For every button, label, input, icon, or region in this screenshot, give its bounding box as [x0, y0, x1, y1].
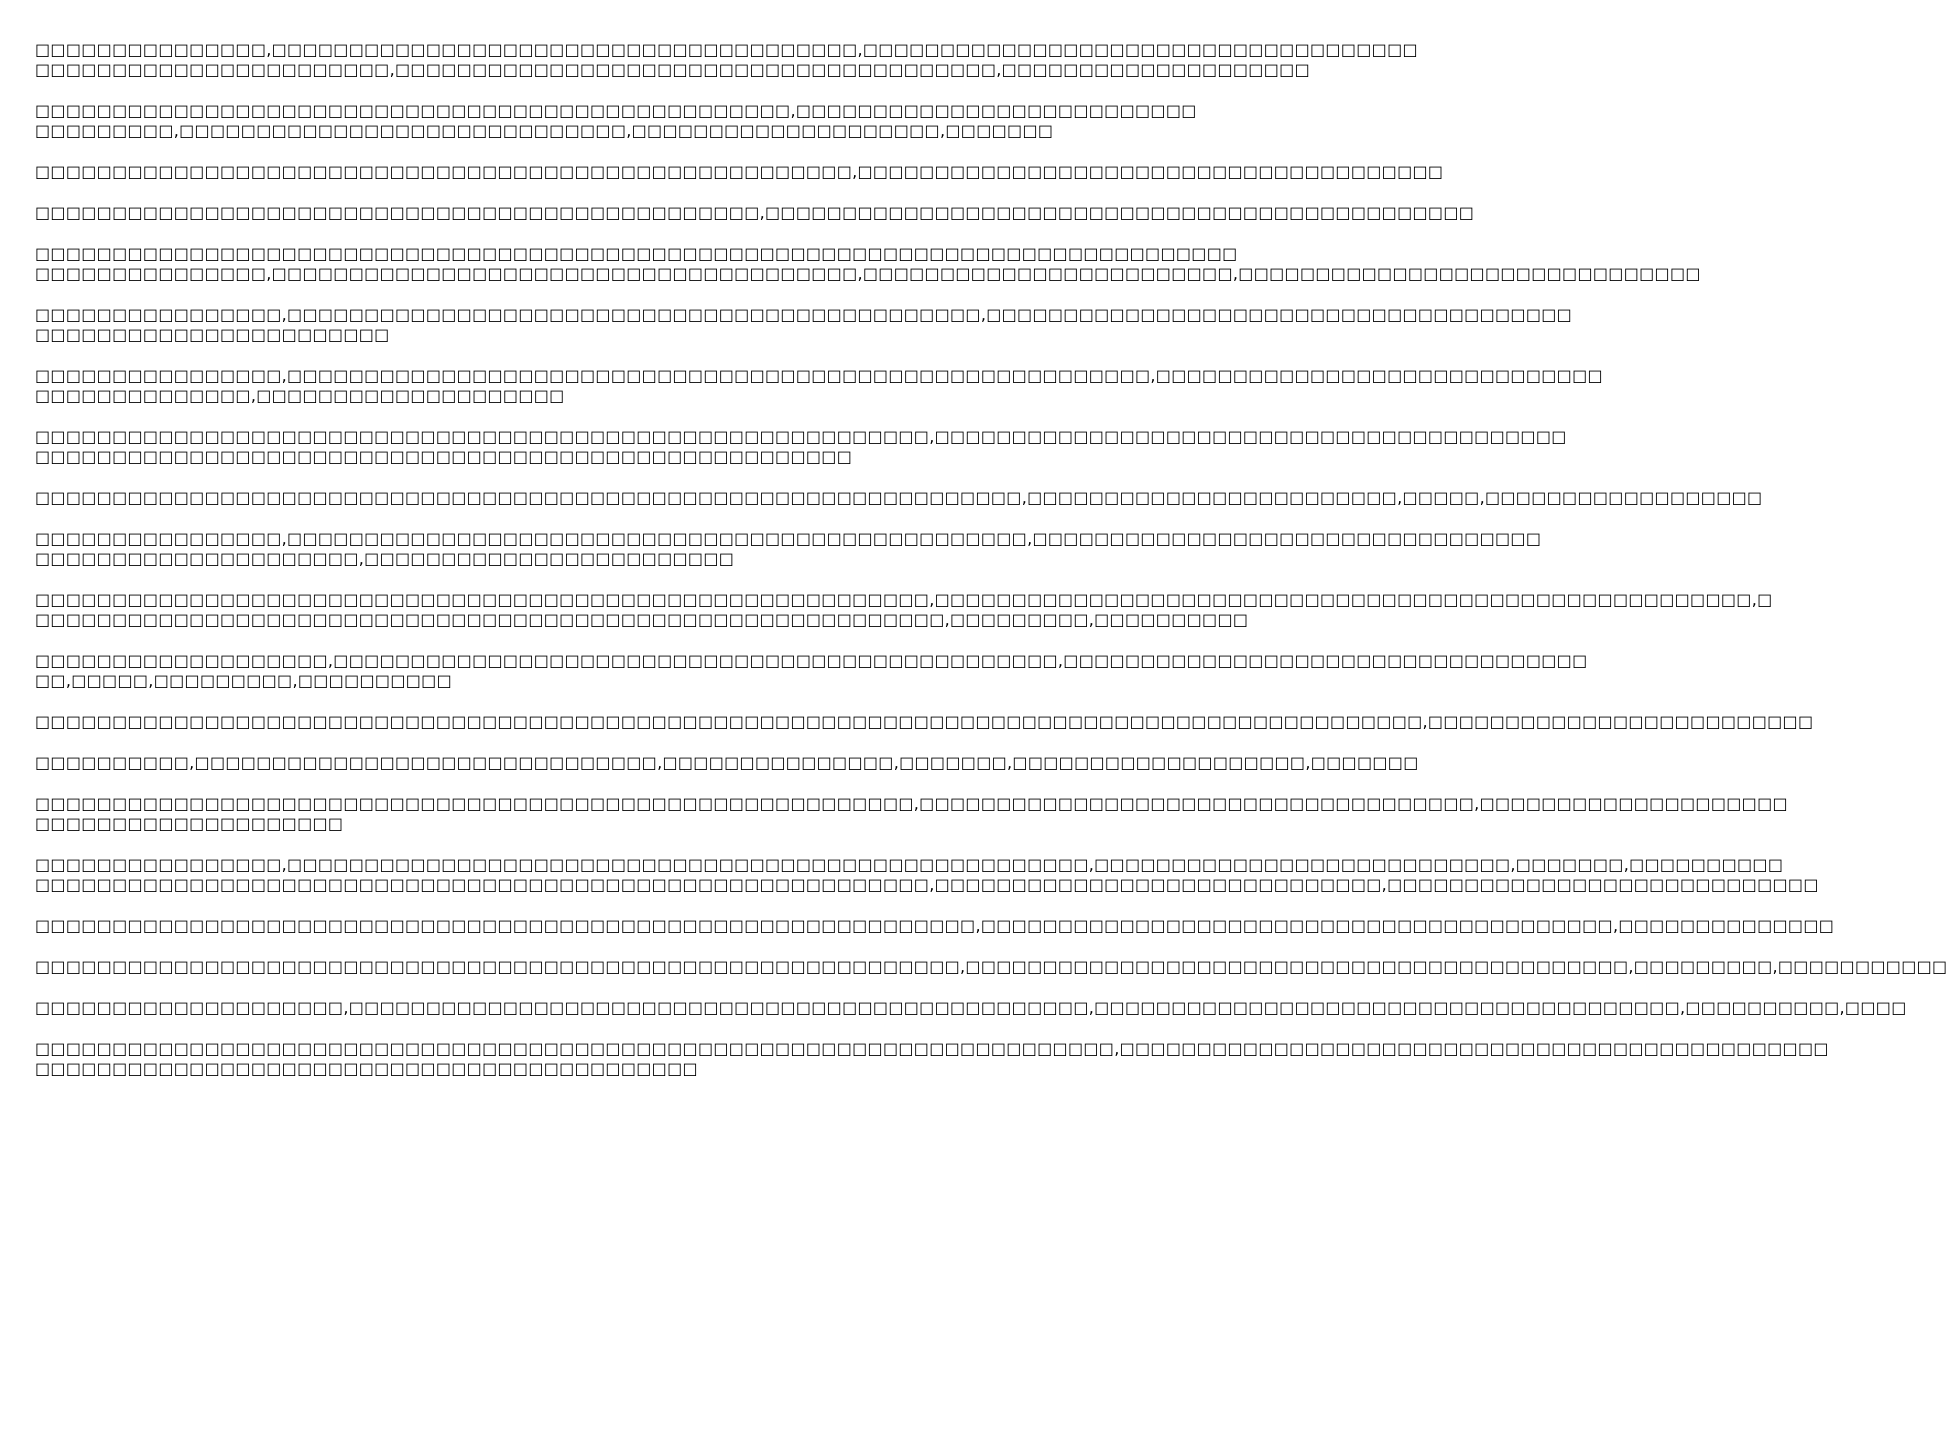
paragraph: [35, 957, 1947, 977]
paragraph: [35, 712, 1814, 732]
paragraph: [35, 305, 1573, 345]
text-line: □□□□□□□□□□□□□□,□□□□□□□□□□□□□□□□□□□□: [35, 386, 565, 405]
text-line: □□□□□□□□□□□□□□□,□□□□□□□□□□□□□□□□□□□□□□□□□□□□□□□□□□□□□□,□□□□□□□□□□□□□□□□□□□□□□□□,□□□□□□□□□□□□□□□□□□□□□□□□□□□□□□: [35, 264, 1701, 283]
paragraph: [35, 590, 1773, 630]
text-line: □□□□□□□□□□□□□□□□,□□□□□□□□□□□□□□□□□□□□□□□□□□□□□□□□□□□□□□□□□□□□□□□□□□□□□□□□,□□□□□□□□□□□□□□□□□□□□□□□□□□□□□: [35, 366, 1603, 385]
paragraph: [35, 651, 1588, 691]
paragraph: [35, 40, 1418, 80]
paragraph: [35, 998, 1907, 1018]
paragraph: [35, 162, 1444, 182]
text-line: □□□□□□□□□□□□□□□□□□□□□□□□□□□□□□□□□□□□□□□□□□□□□□□,□□□□□□□□□□□□□□□□□□□□□□□□□□□□□□□□□□□□□□□□□□□□□□: [35, 203, 1475, 222]
document-body: [35, 40, 1947, 1100]
text-line: □□□□□□□□□□□□□□□□,□□□□□□□□□□□□□□□□□□□□□□□□□□□□□□□□□□□□□□□□□□□□□,□□□□□□□□□□□□□□□□□□□□□□□□□□□□□□□□□□□□□□: [35, 305, 1573, 324]
text-line: □□□□□□□□□□□□□□□□□□□□□□□□□□□□□□□□□□□□□□□□□□□□□□□□□□□□□□□□□□□□,□□□□□□□□□□□□□□□□□□□□□□□□□□□□□□□□□□□□□□□□□□□,□□□□□□□□□,□□□□□□□□□□□: [35, 957, 1947, 976]
text-line: □□□□□□□□□□□□□□□□□□□□□□□□□□□□□□□□□□□□□□□□□□□□□□□□□□□□□□□□□□□□□□□□□□□□□□,□□□□□□□□□□□□□□□□□□□□□□□□□□□□□□□□□□□□□□□□□□□□□□: [35, 1039, 1829, 1058]
text-line: □□□□□□□□□□□□□□□□□□□□□□□□□□□□□□□□□□□□□□□□□□□□□□□□□□□□□□□□□,□□□□□□□□□□□□□□□□□□□□□□□□□□□□□□□□□□□□,□□□□□□□□□□□□□□□□□□□□: [35, 794, 1788, 813]
text-line: □□□□□□□□□□□□□□□□□□□□□,□□□□□□□□□□□□□□□□□□□□□□□□: [35, 549, 735, 568]
paragraph: [35, 529, 1542, 569]
paragraph: [35, 855, 1819, 895]
text-line: □□□□□□□□□□□□□□□□□□□□□□□□□□□□□□□□□□□□□□□□□□□□□□□□□□□□□□□□□□□□□□□□,□□□□□□□□□□□□□□□□□□□□□□□□,□□□□□,□□□□□□□□□□□□□□□□□□: [35, 488, 1763, 507]
paragraph: [35, 101, 1197, 141]
text-line: □□□□□□□□□,□□□□□□□□□□□□□□□□□□□□□□□□□□□□□,□□□□□□□□□□□□□□□□□□□□,□□□□□□□: [35, 121, 1054, 140]
text-line: □□□□□□□□□□□□□□□□□□□□,□□□□□□□□□□□□□□□□□□□□□□□□□□□□□□□□□□□□□□□□□□□□□□□□,□□□□□□□□□□□□□□□□□□□□□□□□□□□□□□□□□□□□□□,□□□□□□□□□□,□□□□: [35, 998, 1907, 1017]
text-line: □□□□□□□□□□□□□□□,□□□□□□□□□□□□□□□□□□□□□□□□□□□□□□□□□□□□□□,□□□□□□□□□□□□□□□□□□□□□□□□□□□□□□□□□□□□: [35, 40, 1418, 59]
text-line: □□□□□□□□□□□□□□□□□□□□□□□,□□□□□□□□□□□□□□□□□□□□□□□□□□□□□□□□□□□□□□□,□□□□□□□□□□□□□□□□□□□□: [35, 60, 1310, 79]
paragraph: [35, 1039, 1829, 1079]
text-line: □□□□□□□□□□□□□□□□□□□□□□□□□□□□□□□□□□□□□□□□□□□□□□□□□□□□□□□□□□,□□□□□□□□□□□□□□□□□□□□□□□□□□□□□,□□□□□□□□□□□□□□□□□□□□□□□□□□□□: [35, 875, 1819, 894]
paragraph: [35, 244, 1701, 284]
text-line: □□□□□□□□□□□□□□□□□□□□□□□: [35, 325, 390, 344]
text-line: □□,□□□□□,□□□□□□□□□,□□□□□□□□□□: [35, 671, 453, 690]
text-line: □□□□□□□□□□□□□□□□□□□□□□□□□□□□□□□□□□□□□□□□□□□□□□□□□,□□□□□□□□□□□□□□□□□□□□□□□□□□: [35, 101, 1197, 120]
paragraph: [35, 916, 1835, 936]
text-line: □□□□□□□□□□□□□□□□□□□□□□□□□□□□□□□□□□□□□□□□□□□: [35, 1059, 698, 1078]
paragraph: [35, 753, 1419, 773]
text-line: □□□□□□□□□□□□□□□□□□□,□□□□□□□□□□□□□□□□□□□□□□□□□□□□□□□□□□□□□□□□□□□□□□□,□□□□□□□□□□□□□□□□□□□□□□□□□□□□□□□□□□: [35, 651, 1588, 670]
text-line: □□□□□□□□□□□□□□□□□□□□□□□□□□□□□□□□□□□□□□□□□□□□□□□□□□□□□□□□□□□□□□□□□□□□□□□□□□□□□□: [35, 244, 1238, 263]
text-line: □□□□□□□□□□□□□□□□,□□□□□□□□□□□□□□□□□□□□□□□□□□□□□□□□□□□□□□□□□□□□□□□□,□□□□□□□□□□□□□□□□□□□□□□□□□□□□□□□□□: [35, 529, 1542, 548]
paragraph: [35, 794, 1788, 834]
text-line: □□□□□□□□□□□□□□□□□□□□□□□□□□□□□□□□□□□□□□□□□□□□□□□□□□□□□□□□□□□□□,□□□□□□□□□□□□□□□□□□□□□□□□□□□□□□□□□□□□□□□□□,□□□□□□□□□□□□□□: [35, 916, 1835, 935]
text-line: □□□□□□□□□□□□□□□□□□□□□□□□□□□□□□□□□□□□□□□□□□□□□□□□□□□□□: [35, 447, 853, 466]
text-line: □□□□□□□□□□□□□□□□,□□□□□□□□□□□□□□□□□□□□□□□□□□□□□□□□□□□□□□□□□□□□□□□□□□□□,□□□□□□□□□□□□□□□□□□□□□□□□□□□,□□□□□□□,□□□□□□□□□□: [35, 855, 1784, 874]
text-line: □□□□□□□□□□□□□□□□□□□□: [35, 814, 344, 833]
paragraph: [35, 366, 1603, 406]
text-line: □□□□□□□□□□□□□□□□□□□□□□□□□□□□□□□□□□□□□□□□□□□□□□□□□□□□□□□□□□□,□□□□□□□□□,□□□□□□□□□□: [35, 610, 1249, 629]
paragraph: [35, 427, 1567, 467]
paragraph: [35, 203, 1475, 223]
text-line: □□□□□□□□□□□□□□□□□□□□□□□□□□□□□□□□□□□□□□□□□□□□□□□□□□□□□□□□□□,□□□□□□□□□□□□□□□□□□□□□□□□□□□□□□□□□□□□□□□□□□□□□□□□□□□□□,□: [35, 590, 1773, 609]
text-line: □□□□□□□□□□,□□□□□□□□□□□□□□□□□□□□□□□□□□□□□□,□□□□□□□□□□□□□□□,□□□□□□□,□□□□□□□□□□□□□□□□□□□,□□□□□□□: [35, 753, 1419, 772]
text-line: □□□□□□□□□□□□□□□□□□□□□□□□□□□□□□□□□□□□□□□□□□□□□□□□□□□□□,□□□□□□□□□□□□□□□□□□□□□□□□□□□□□□□□□□□□□□: [35, 162, 1444, 181]
paragraph: [35, 488, 1763, 508]
text-line: □□□□□□□□□□□□□□□□□□□□□□□□□□□□□□□□□□□□□□□□□□□□□□□□□□□□□□□□□□,□□□□□□□□□□□□□□□□□□□□□□□□□□□□□□□□□□□□□□□□□: [35, 427, 1567, 446]
text-line: □□□□□□□□□□□□□□□□□□□□□□□□□□□□□□□□□□□□□□□□□□□□□□□□□□□□□□□□□□□□□□□□□□□□□□□□□□□□□□□□□□□□□□□□□□,□□□□□□□□□□□□□□□□□□□□□□□□□: [35, 712, 1814, 731]
